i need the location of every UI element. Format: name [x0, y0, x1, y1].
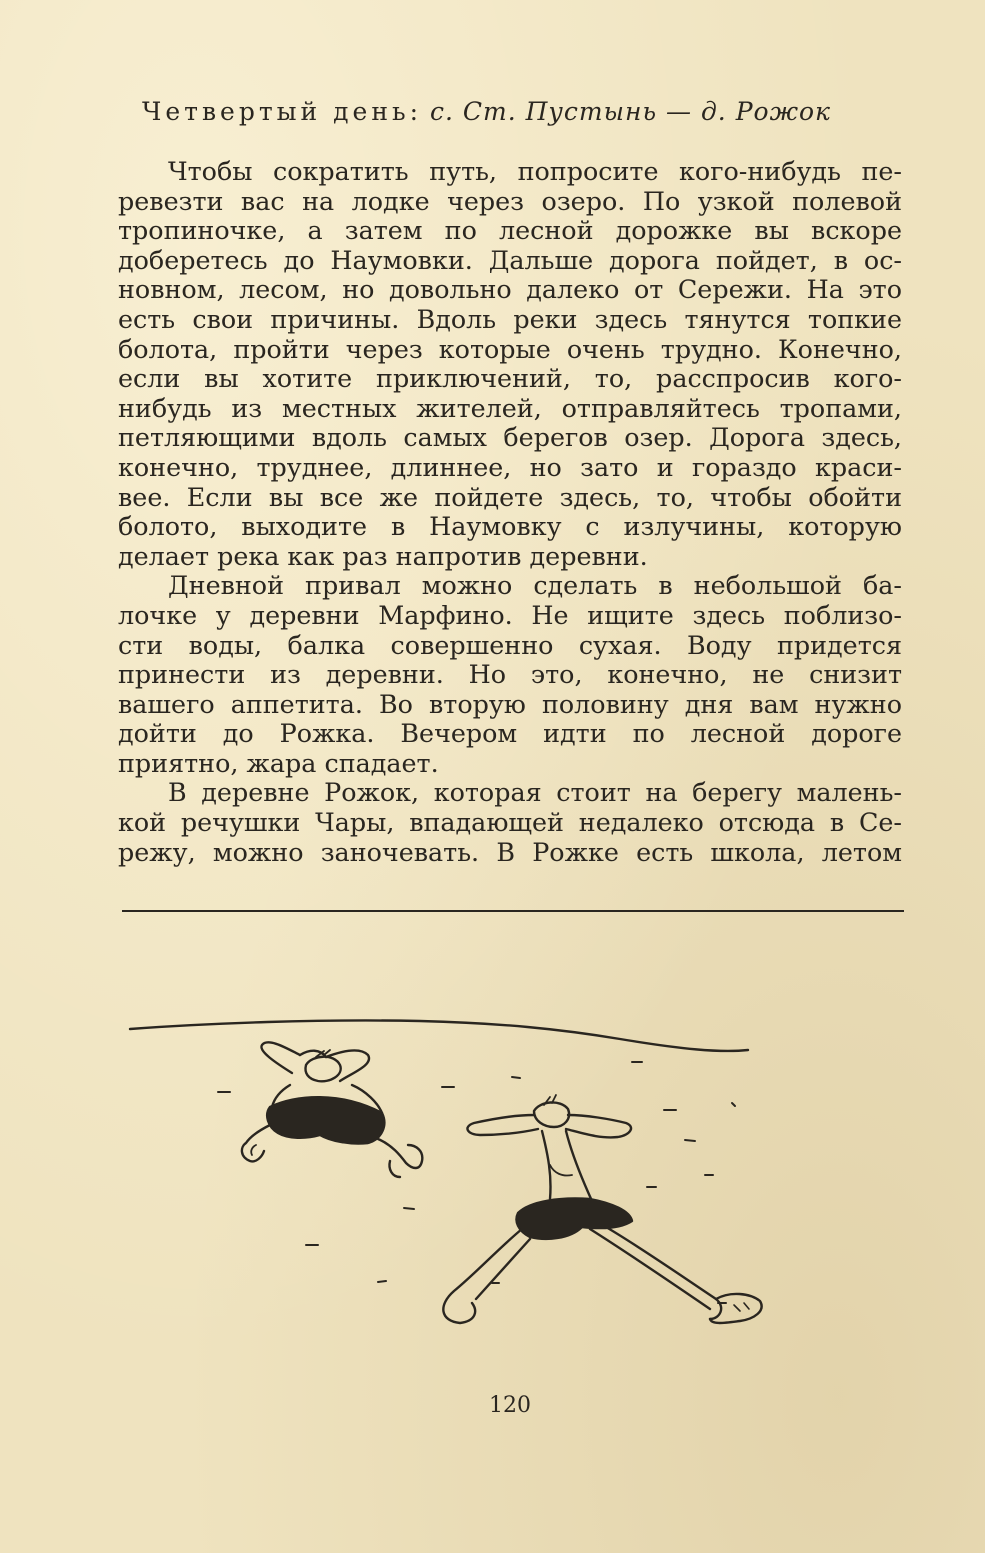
text-line: делает река как раз напротив деревни.	[118, 540, 648, 571]
body-text	[118, 157, 902, 867]
text-line: вашего аппетита. Во вторую половину дня вам нужно	[118, 688, 902, 719]
text-line: тропиночке, а затем по лесной дорожке вы вскоре	[118, 215, 902, 246]
text-line: болота, пройти через которые очень трудно. Конечно,	[118, 333, 902, 364]
chapter-title: Четвертый день:	[142, 97, 423, 126]
illustration-sunbathers	[120, 1015, 780, 1360]
text-line: петляющими вдоль самых берегов озер. Дорога здесь,	[118, 422, 902, 453]
route-title: с. Ст. Пустынь — д. Рожок	[430, 97, 831, 126]
text-line: В деревне Рожок, которая стоит на берегу малень-	[168, 777, 902, 808]
section-rule	[122, 910, 904, 912]
text-line: ревезти вас на лодке через озеро. По узкой полевой	[118, 185, 902, 216]
text-line: конечно, труднее, длиннее, но зато и гораздо краси-	[118, 451, 902, 482]
figure-center	[443, 1095, 761, 1323]
text-line: лочке у деревни Марфино. Не ищите здесь поблизо-	[118, 599, 902, 630]
text-line: Дневной привал можно сделать в небольшой ба-	[168, 570, 902, 601]
text-line: если вы хотите приключений, то, расспросив кого-	[118, 363, 902, 394]
text-line: есть свои причины. Вдоль реки здесь тянутся топкие	[118, 303, 902, 334]
text-line: болото, выходите в Наумовку с излучины, которую	[118, 511, 902, 542]
text-line: режу, можно заночевать. В Рожке есть школа, летом	[118, 836, 902, 867]
text-line: новном, лесом, но довольно далеко от Сережи. На это	[118, 274, 902, 305]
text-line: приятно, жара спадает.	[118, 747, 439, 778]
page-number: 120	[489, 1393, 531, 1418]
shore-line	[130, 1020, 748, 1050]
figure-left	[242, 1042, 422, 1177]
text-line: дойти до Рожка. Вечером идти по лесной дороге	[118, 718, 902, 749]
text-line: принести из деревни. Но это, конечно, не снизит	[118, 659, 902, 690]
text-line: Чтобы сократить путь, попросите кого-нибудь пе-	[168, 156, 902, 186]
text-line: сти воды, балка совершенно сухая. Воду придется	[118, 629, 902, 660]
text-line: доберетесь до Наумовки. Дальше дорога пойдет, в ос-	[118, 244, 902, 275]
text-line: нибудь из местных жителей, отправляйтесь тропами,	[118, 392, 902, 423]
text-line: вее. Если вы все же пойдете здесь, то, чтобы обойти	[118, 481, 902, 512]
running-head	[142, 95, 882, 129]
text-line: кой речушки Чары, впадающей недалеко отсюда в Се-	[118, 807, 902, 838]
